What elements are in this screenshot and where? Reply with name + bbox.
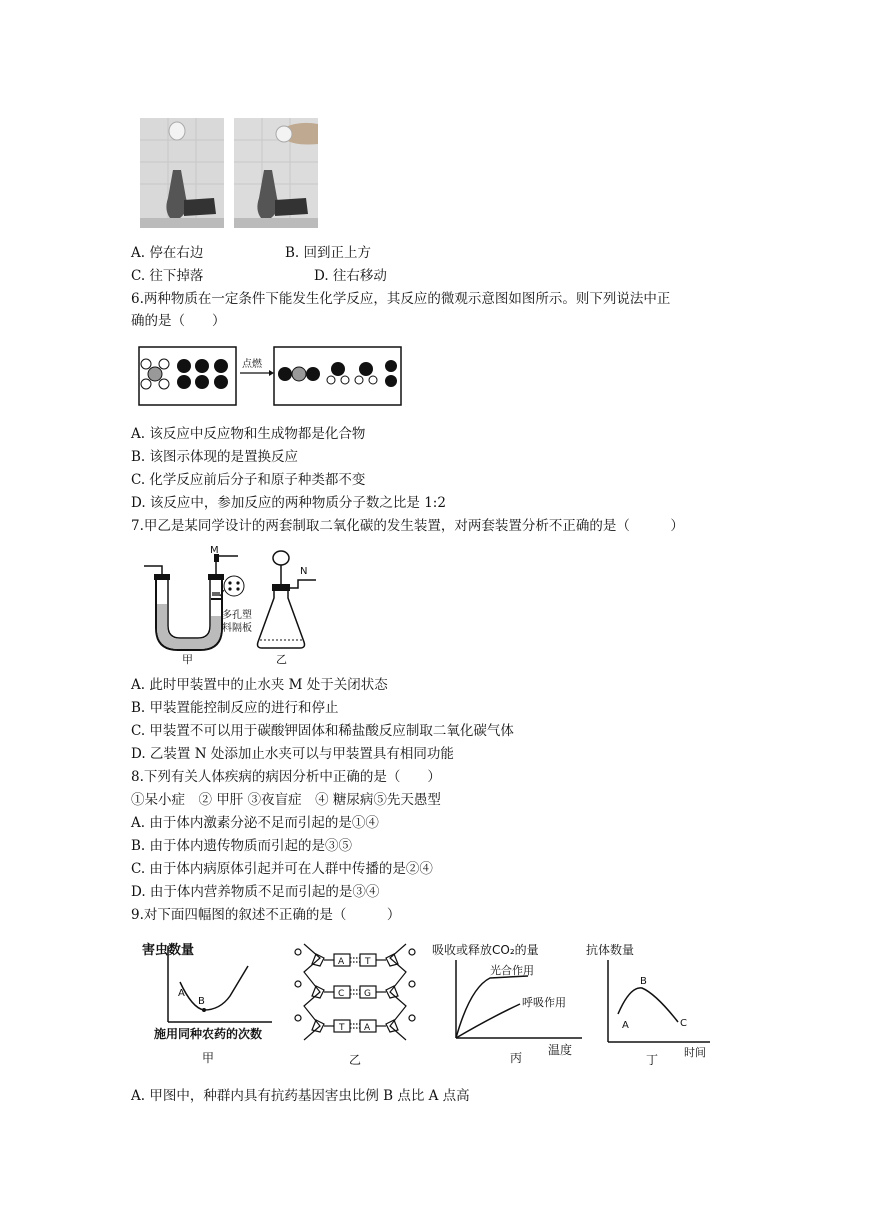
q8-option-b: B. 由于体内遗传物质而引起的是③⑤ [131, 838, 353, 854]
base-right-3: A [364, 1023, 371, 1033]
q8-option-c: C. 由于体内病原体引起并可在人群中传播的是②④ [131, 861, 433, 877]
bing-series-photosynthesis: 光合作用 [490, 964, 534, 977]
ding-ylabel: 抗体数量 [586, 943, 635, 957]
ding-point-a: A [622, 1020, 629, 1031]
hairdryer-photo-1 [140, 118, 224, 228]
co2-apparatus-diagram [138, 544, 328, 666]
label-n: N [300, 566, 308, 577]
jia-point-a: A [178, 988, 185, 999]
q6-stem-line2: 确的是（ ） [131, 313, 226, 329]
arrow-label: 点燃 [242, 359, 262, 370]
base-right-1: T [365, 957, 371, 967]
ding-point-b: B [640, 976, 647, 987]
ding-point-c: C [680, 1018, 687, 1029]
plate-label-2: 料隔板 [222, 623, 252, 634]
base-left-2: C [338, 989, 345, 999]
q6-option-d: D. 该反应中，参加反应的两种物质分子数之比是 1:2 [131, 495, 446, 511]
q9-stem: 9.对下面四幅图的叙述不正确的是（ ） [131, 907, 401, 923]
q6-option-a: A. 该反应中反应物和生成物都是化合物 [131, 426, 366, 442]
base-right-2: G [364, 989, 371, 999]
figure-ding [584, 940, 724, 1068]
q5-option-b: B. 回到正上方 [285, 245, 372, 261]
jia-ylabel: 害虫数量 [142, 943, 195, 958]
bing-xlabel: 温度 [548, 1043, 573, 1057]
jia-point-b: B [198, 996, 205, 1007]
q7-option-c: C. 甲装置不可以用于碳酸钾固体和稀盐酸反应制取二氧化碳气体 [131, 723, 514, 739]
q8-stem: 8.下列有关人体疾病的病因分析中正确的是（ ） [131, 769, 441, 785]
label-m: M [210, 545, 219, 556]
q6-option-b: B. 该图示体现的是置换反应 [131, 449, 299, 465]
figure-yi-dna [290, 940, 420, 1068]
q5-option-a: A. 停在右边 [131, 245, 204, 261]
bing-ylabel: 吸收或释放CO₂的量 [432, 943, 539, 957]
figure-jia [140, 938, 280, 1068]
q9-option-a: A. 甲图中，种群内具有抗药基因害虫比例 B 点比 A 点高 [131, 1088, 470, 1104]
bing-caption: 丙 [510, 1051, 523, 1065]
fig-yi-caption: 乙 [276, 653, 287, 666]
q5-option-c: C. 往下掉落 [131, 268, 204, 284]
q8-disease-list: ①呆小症 ② 甲肝 ③夜盲症 ④ 糖尿病⑤先天愚型 [131, 792, 441, 808]
jia-xlabel: 施用同种农药的次数 [154, 1027, 263, 1041]
q7-stem: 7.甲乙是某同学设计的两套制取二氧化碳的发生装置，对两套装置分析不正确的是（ ） [131, 518, 684, 534]
ding-caption: 丁 [646, 1053, 659, 1067]
q8-option-a: A. 由于体内激素分泌不足而引起的是①④ [131, 815, 379, 831]
base-left-3: T [339, 1023, 345, 1033]
figure-bing [430, 938, 590, 1068]
base-left-1: A [338, 957, 345, 967]
q7-option-b: B. 甲装置能控制反应的进行和停止 [131, 700, 339, 716]
hairdryer-photo-2 [234, 118, 318, 228]
ding-xlabel: 时间 [684, 1046, 706, 1059]
q7-option-d: D. 乙装置 N 处添加止水夹可以与甲装置具有相同功能 [131, 746, 454, 762]
reaction-diagram [138, 345, 404, 407]
q8-option-d: D. 由于体内营养物质不足而引起的是③④ [131, 884, 380, 900]
jia-caption: 甲 [202, 1051, 215, 1065]
plate-label-1: 多孔塑 [222, 610, 252, 621]
q6-stem-line1: 6.两种物质在一定条件下能发生化学反应，其反应的微观示意图如图所示。则下列说法中正 [131, 291, 671, 307]
yi-caption: 乙 [349, 1053, 362, 1067]
q5-option-d: D. 往右移动 [314, 268, 387, 284]
fig-jia-caption: 甲 [182, 653, 193, 666]
q7-option-a: A. 此时甲装置中的止水夹 M 处于关闭状态 [131, 677, 388, 693]
q6-option-c: C. 化学反应前后分子和原子种类都不变 [131, 472, 366, 488]
bing-series-respiration: 呼吸作用 [522, 996, 566, 1009]
